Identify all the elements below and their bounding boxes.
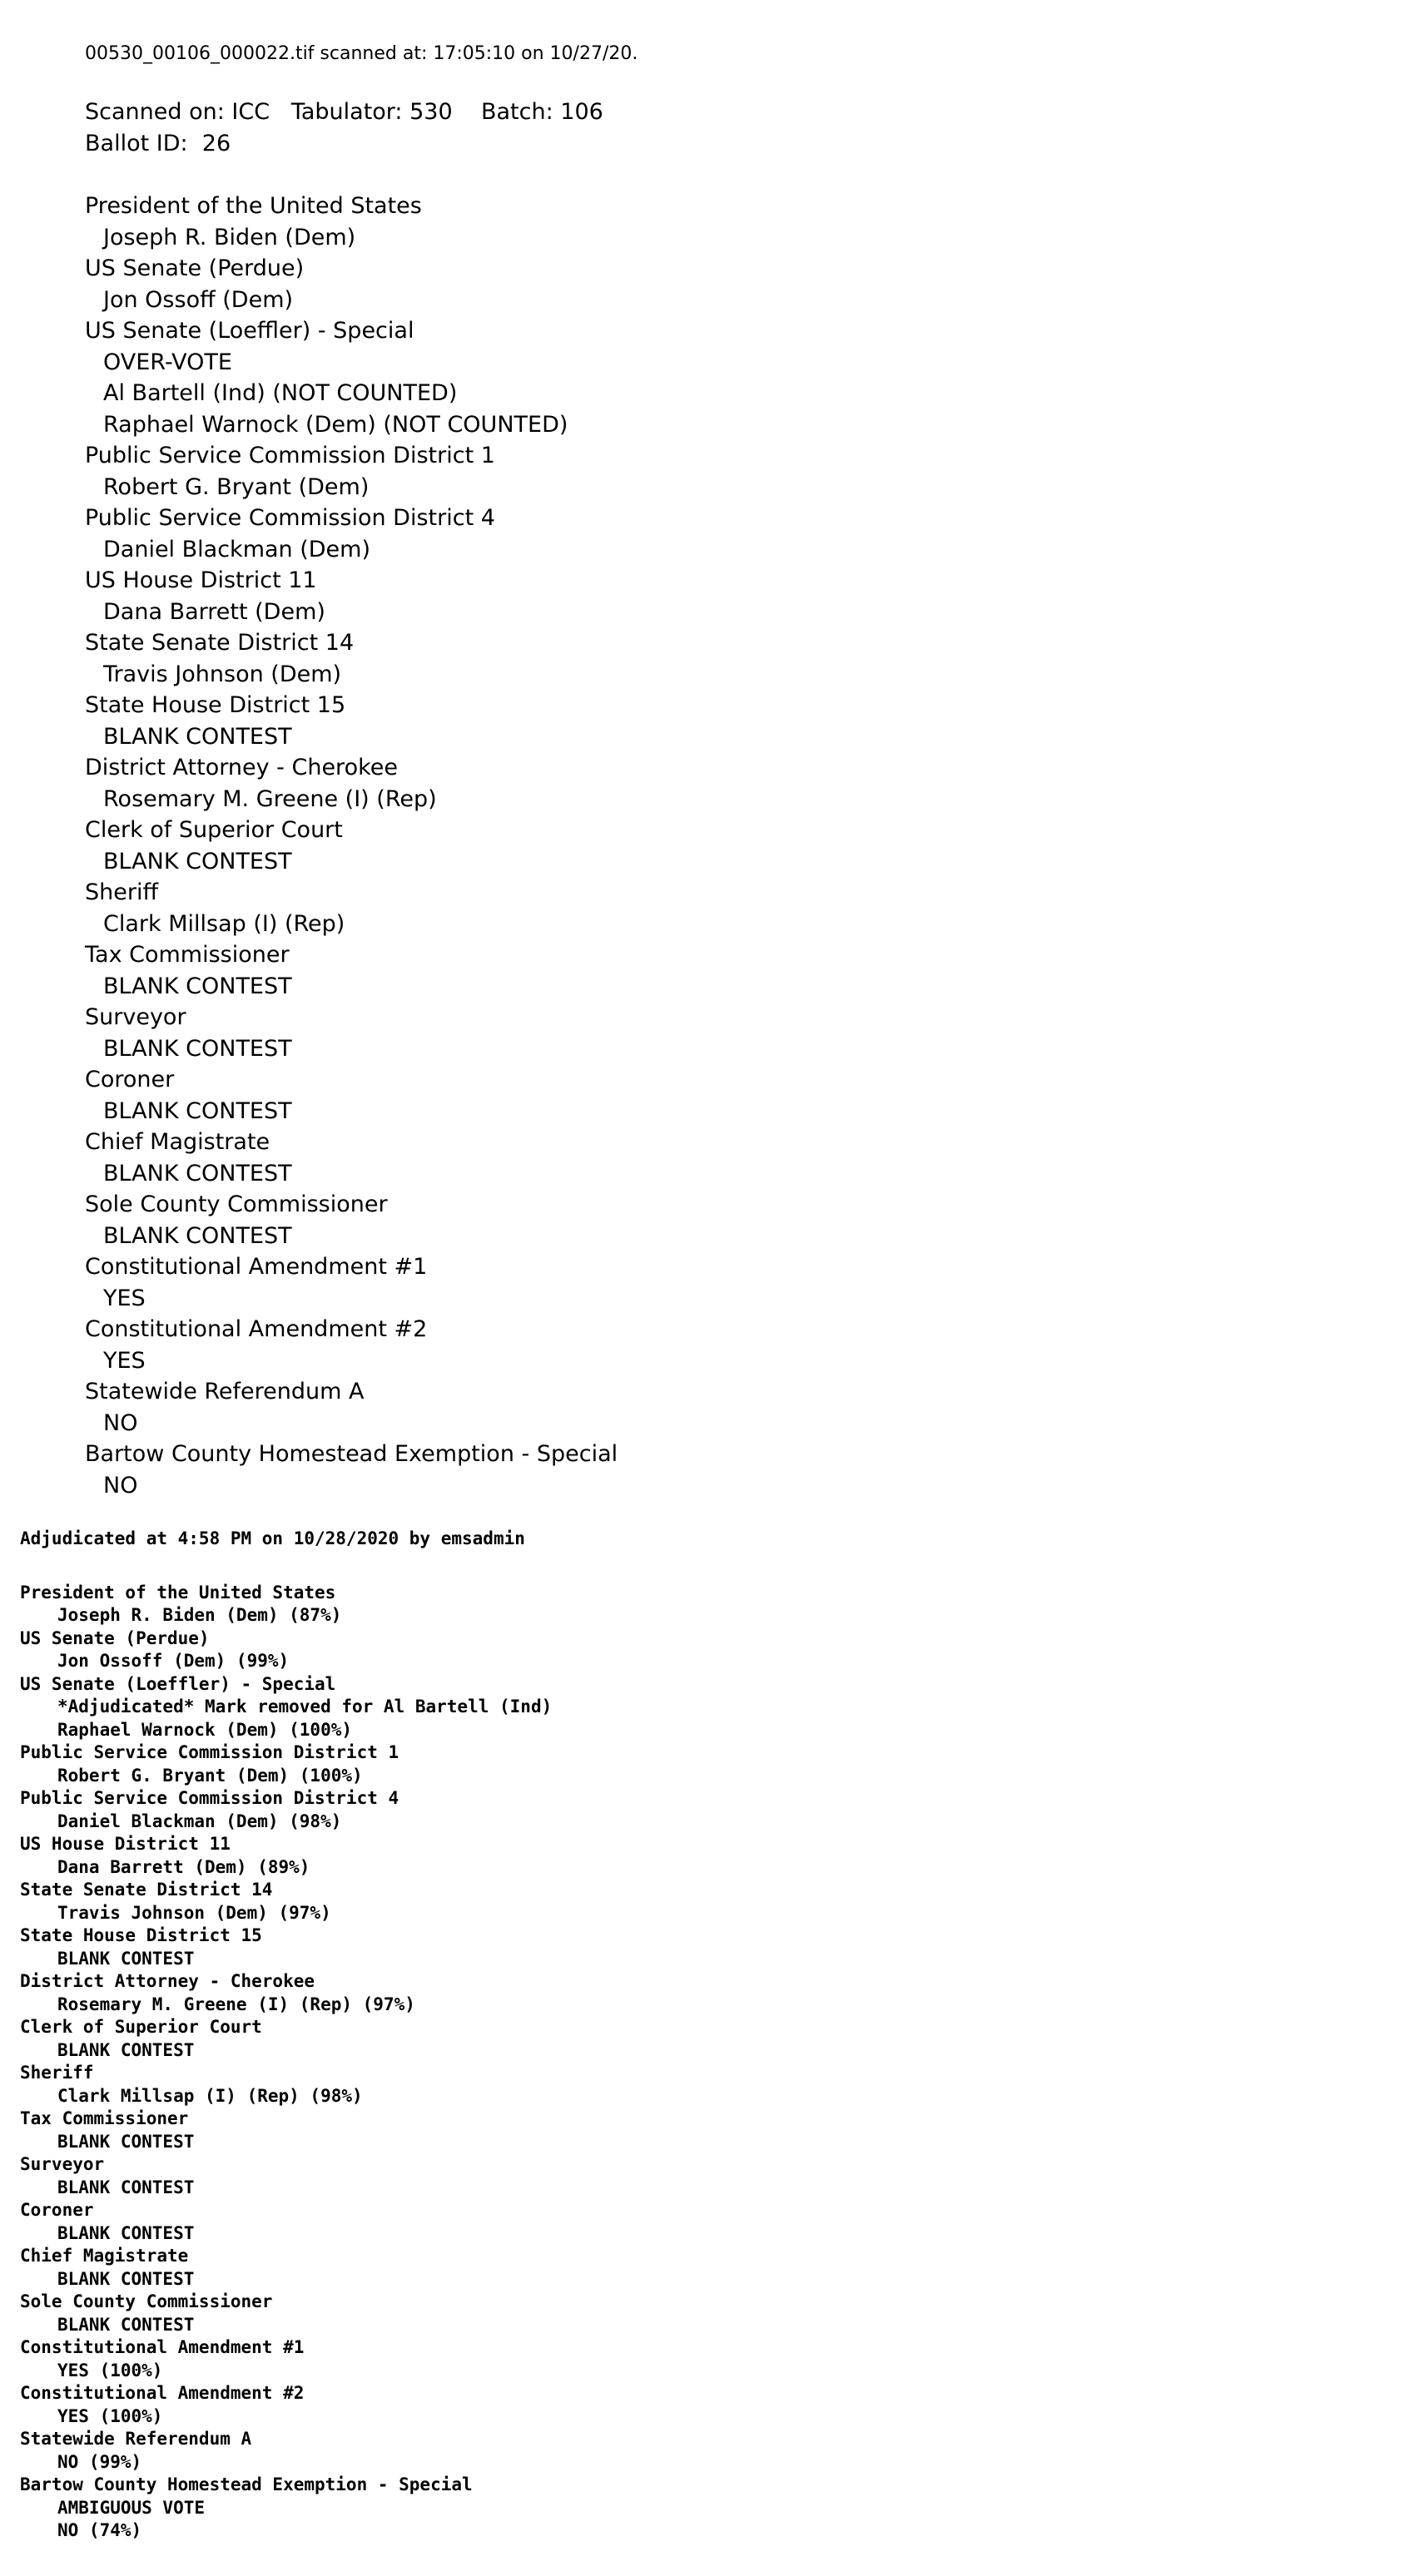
contest-selection: Daniel Blackman (Dem) (98%) (57, 1811, 342, 1831)
contest-selection: BLANK CONTEST (57, 2131, 195, 2152)
scan-file-line: 00530_00106_000022.tif scanned at: 17:05:10 on 10/27/20. (85, 43, 638, 64)
contest-selection: Raphael Warnock (Dem) (NOT COUNTED) (103, 411, 568, 438)
contest-title: Public Service Commission District 1 (20, 1742, 399, 1762)
contest-selection: NO (99%) (57, 2451, 142, 2472)
contest-selection: YES (100%) (57, 2405, 163, 2426)
contest-title: Sheriff (20, 2063, 94, 2083)
contest-selection: OVER-VOTE (103, 349, 232, 375)
contest-title: US House District 11 (85, 567, 317, 593)
scan-contest-list (85, 191, 1333, 1501)
contest-selection: BLANK CONTEST (103, 1160, 292, 1186)
contest-selection: BLANK CONTEST (57, 1948, 195, 1969)
contest-title: State Senate District 14 (85, 630, 355, 656)
contest-title: US Senate (Loeffler) - Special (85, 318, 414, 344)
contest-selection: AMBIGUOUS VOTE (57, 2497, 206, 2518)
ballot-id-label: Ballot ID: 26 (85, 131, 231, 156)
contest-selection: Jon Ossoff (Dem) (99%) (57, 1651, 290, 1671)
contest-selection: YES (103, 1347, 146, 1374)
contest-selection: BLANK CONTEST (57, 2222, 195, 2243)
contest-selection: Rosemary M. Greene (I) (Rep) (97%) (57, 1994, 415, 2014)
batch-label: Batch: 106 (480, 99, 603, 125)
contest-selection: Rosemary M. Greene (I) (Rep) (103, 785, 437, 812)
contest-title: District Attorney - Cherokee (20, 1971, 315, 1991)
contest-title: President of the United States (85, 193, 422, 219)
contest-title: Tax Commissioner (85, 942, 290, 968)
contest-title: State Senate District 14 (20, 1880, 273, 1900)
contest-title: Constitutional Amendment #1 (20, 2337, 305, 2357)
contest-selection: Joseph R. Biden (Dem) (103, 224, 356, 250)
contest-selection: YES (103, 1285, 146, 1311)
contest-title: State House District 15 (20, 1925, 262, 1945)
contest-title: Bartow County Homestead Exemption - Special (85, 1441, 618, 1467)
contest-title: Clerk of Superior Court (20, 2017, 262, 2037)
contest-selection: BLANK CONTEST (103, 973, 292, 999)
contest-selection: Clark Millsap (I) (Rep) (98%) (57, 2085, 363, 2106)
adjudication-section (20, 1528, 1393, 2543)
contest-title: US Senate (Perdue) (85, 255, 305, 281)
contest-selection: BLANK CONTEST (57, 2314, 195, 2335)
contest-selection: Travis Johnson (Dem) (103, 661, 342, 687)
adjudication-contest-list (20, 1582, 1393, 2543)
scanned-on-label: Scanned on: ICC (85, 99, 270, 125)
contest-title: Surveyor (20, 2154, 105, 2174)
contest-title: Statewide Referendum A (20, 2429, 252, 2449)
contest-title: Chief Magistrate (20, 2246, 189, 2266)
contest-title: Constitutional Amendment #1 (85, 1254, 428, 1280)
contest-selection: Dana Barrett (Dem) (103, 598, 325, 625)
contest-title: District Attorney - Cherokee (85, 755, 398, 780)
contest-selection: Joseph R. Biden (Dem) (87%) (57, 1605, 342, 1625)
contest-title: State House District 15 (85, 692, 346, 718)
contest-selection: NO (74%) (57, 2520, 142, 2540)
scan-meta-row (85, 97, 1333, 128)
contest-title: Sole County Commissioner (20, 2291, 273, 2311)
contest-title: US Senate (Loeffler) - Special (20, 1673, 336, 1694)
contest-title: Surveyor (85, 1004, 186, 1030)
contest-selection: NO (103, 1472, 138, 1499)
contest-title: Constitutional Amendment #2 (20, 2383, 305, 2403)
contest-selection: BLANK CONTEST (103, 1097, 292, 1124)
contest-title: Bartow County Homestead Exemption - Special (20, 2474, 473, 2494)
contest-title: US Senate (Perdue) (20, 1627, 210, 1648)
contest-selection: BLANK CONTEST (57, 2177, 195, 2197)
contest-title: Public Service Commission District 4 (85, 505, 495, 531)
contest-selection: *Adjudicated* Mark removed for Al Bartell (Ind) (57, 1697, 553, 1717)
contest-title: Coroner (85, 1067, 175, 1092)
adjudication-header: Adjudicated at 4:58 PM on 10/28/2020 by emsadmin (20, 1528, 525, 1548)
scan-metadata (85, 97, 1333, 160)
contest-title: Coroner (20, 2200, 94, 2220)
contest-selection: Robert G. Bryant (Dem) (103, 473, 370, 500)
scan-section (85, 38, 1333, 1501)
contest-selection: Clark Millsap (I) (Rep) (103, 910, 345, 937)
contest-title: Statewide Referendum A (85, 1379, 365, 1404)
contest-selection: Raphael Warnock (Dem) (100%) (57, 1719, 353, 1740)
contest-selection: Jon Ossoff (Dem) (103, 286, 294, 313)
tabulator-label: Tabulator: 530 (290, 99, 453, 125)
contest-title: US House District 11 (20, 1834, 231, 1854)
contest-title: Sheriff (85, 879, 159, 905)
contest-selection: BLANK CONTEST (103, 1222, 292, 1249)
contest-selection: BLANK CONTEST (57, 2039, 195, 2060)
contest-selection: YES (100%) (57, 2360, 163, 2380)
contest-title: Constitutional Amendment #2 (85, 1316, 428, 1342)
contest-selection: Al Bartell (Ind) (NOT COUNTED) (103, 380, 458, 406)
contest-selection: BLANK CONTEST (103, 848, 292, 874)
contest-title: Clerk of Superior Court (85, 817, 343, 843)
contest-selection: Robert G. Bryant (Dem) (100%) (57, 1765, 363, 1786)
contest-title: Public Service Commission District 4 (20, 1788, 399, 1808)
contest-title: Sole County Commissioner (85, 1191, 388, 1217)
contest-title: Chief Magistrate (85, 1129, 270, 1155)
contest-title: President of the United States (20, 1582, 336, 1603)
contest-selection: Travis Johnson (Dem) (97%) (57, 1902, 331, 1923)
contest-title: Public Service Commission District 1 (85, 443, 495, 468)
contest-selection: Daniel Blackman (Dem) (103, 536, 371, 562)
contest-selection: NO (103, 1409, 138, 1436)
contest-title: Tax Commissioner (20, 2108, 189, 2128)
contest-selection: BLANK CONTEST (103, 1035, 292, 1062)
contest-selection: BLANK CONTEST (57, 2268, 195, 2289)
contest-selection: Dana Barrett (Dem) (89%) (57, 1856, 310, 1877)
contest-selection: BLANK CONTEST (103, 723, 292, 750)
